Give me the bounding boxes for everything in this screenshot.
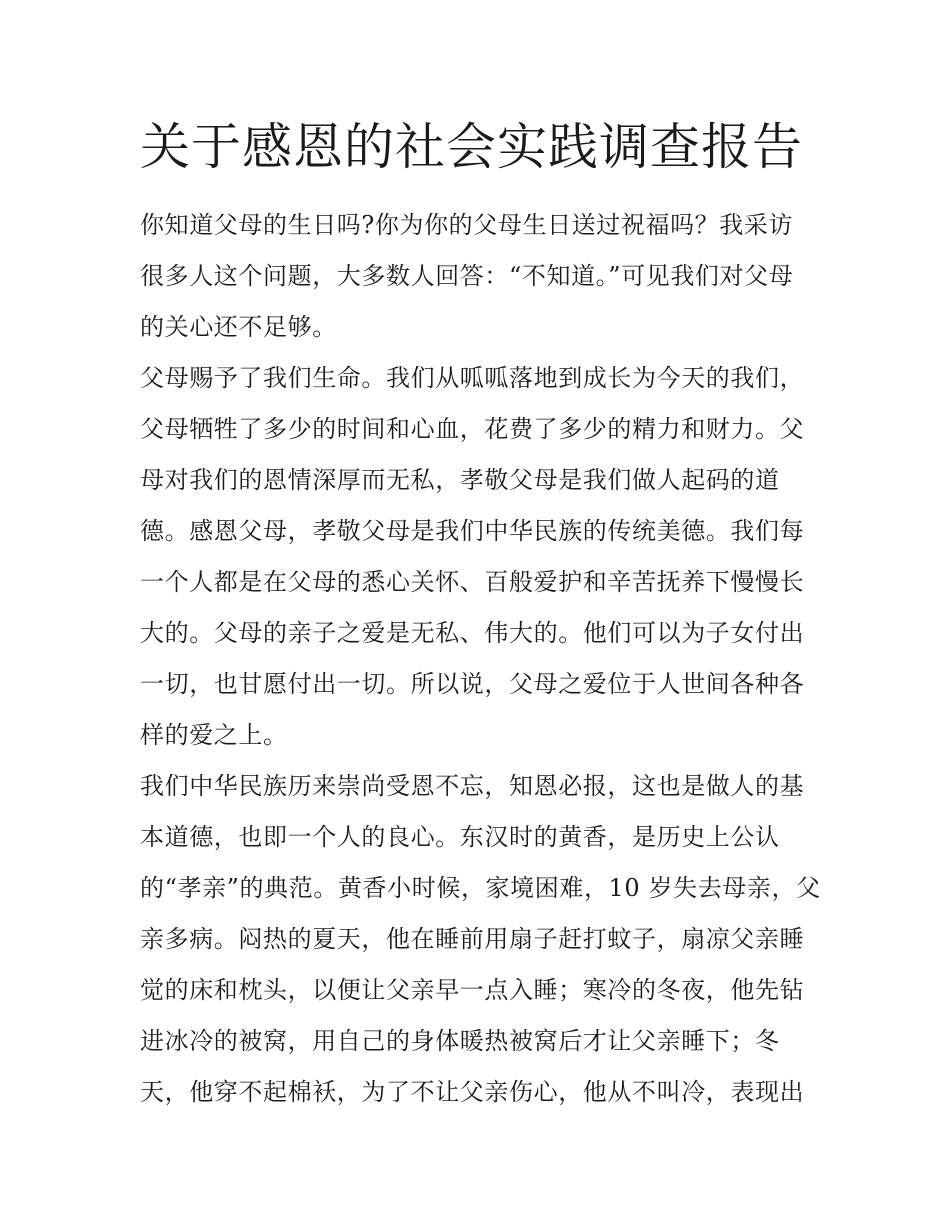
text-line: 样的爱之上。 [140,721,288,749]
text-line: 德。感恩父母，孝敬父母是我们中华民族的传统美德。我们每 [140,517,805,545]
text-line: 天，他穿不起棉袄，为了不让父亲伤心，他从不叫冷，表现出 [140,1078,805,1106]
paragraph-3 [140,761,821,1118]
text-line: 父母牺牲了多少的时间和心血，花费了多少的精力和财力。父 [140,415,805,443]
document-body [140,112,821,1118]
text-line: 的关心还不足够。 [140,313,337,341]
text-line: 一切，也甘愿付出一切。所以说，父母之爱位于人世间各种各 [140,670,805,698]
text-line: 很多人这个问题，大多数人回答：“不知道。”可见我们对父母 [140,262,794,290]
document-title: 关于感恩的社会实践调查报告 [140,118,803,176]
paragraph-1 [140,200,810,353]
text-line: 一个人都是在父母的悉心关怀、百般爱护和辛苦抚养下慢慢长 [140,568,805,596]
text-line: 进冰冷的被窝，用自己的身体暖热被窝后才让父亲睡下；冬 [140,1027,780,1055]
text-line: 亲多病。闷热的夏天，他在睡前用扇子赶打蚊子，扇凉父亲睡 [140,925,805,953]
text-line: 的“孝亲”的典范。黄香小时候，家境困难，10 岁失去母亲，父 [140,874,821,902]
paragraph-2 [140,353,810,761]
text-line: 父母赐予了我们生命。我们从呱呱落地到成长为今天的我们， [140,364,805,392]
text-line: 母对我们的恩情深厚而无私，孝敬父母是我们做人起码的道 [140,466,780,494]
text-line: 大的。父母的亲子之爱是无私、伟大的。他们可以为子女付出 [140,619,805,647]
text-line: 觉的床和枕头，以便让父亲早一点入睡；寒冷的冬夜，他先钻 [140,976,805,1004]
text-line: 我们中华民族历来崇尚受恩不忘，知恩必报，这也是做人的基 [140,772,805,800]
text-line: 本道德，也即一个人的良心。东汉时的黄香，是历史上公认 [140,823,780,851]
text-line: 你知道父母的生日吗?你为你的父母生日送过祝福吗？我采访 [140,211,794,239]
